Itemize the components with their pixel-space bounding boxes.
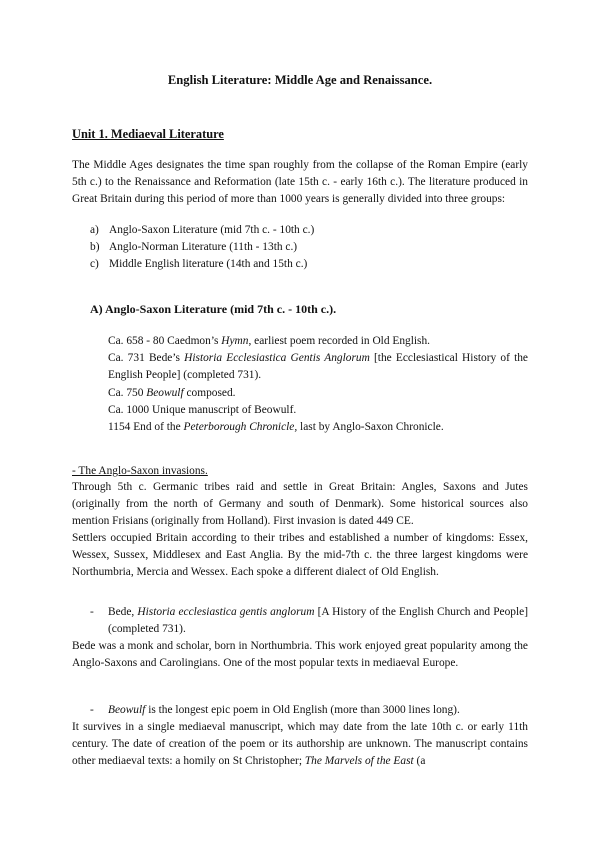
invasions-paragraph-1: Through 5th c. Germanic tribes raid and settle in Great Britain: Angles, Saxons and Jutes (originally from the north of Germany and south of Denmark). Some historical sources also mention Frisians (originally from Holland). First invasion is dated 449 CE.: [72, 481, 528, 528]
timeline-entry: Ca. 658 - 80 Caedmon’s Hymn, earliest poem recorded in Old English.: [108, 335, 431, 347]
invasions-heading: - The Anglo-Saxon invasions.: [72, 465, 208, 477]
list-item: [90, 222, 314, 239]
intro-paragraph: The Middle Ages designates the time span roughly from the collapse of the Roman Empire (early 5th c.) to the Renaissance and Reformation (late 15th c. - early 16th c.). The literature produced in Great Britain during this period of more than 1000 years is generally divided into three groups:: [72, 159, 528, 206]
list-item-text: Anglo-Saxon Literature (mid 7th c. - 10th c.): [109, 224, 315, 236]
list-marker: b): [90, 241, 100, 254]
unit-heading: Unit 1. Mediaeval Literature: [72, 127, 224, 141]
list-item: [90, 239, 314, 256]
timeline-entry: Ca. 1000 Unique manuscript of Beowulf.: [108, 403, 297, 416]
timeline-entry: Ca. 731 Bede’s Historia Ecclesiastica Gentis Anglorum [the Ecclesiastical History of the English People] (completed 731).: [108, 352, 528, 382]
timeline: [108, 333, 528, 436]
groups-list: [90, 222, 314, 274]
dash-marker: -: [90, 704, 94, 716]
list-marker: c): [90, 258, 99, 271]
document-title: English Literature: Middle Age and Renaissance.: [167, 73, 433, 87]
beowulf-list-item: [90, 702, 528, 719]
list-item: [90, 256, 314, 273]
dash-marker: -: [90, 606, 94, 618]
section-a-heading: A) Anglo-Saxon Literature (mid 7th c. - 10th c.).: [90, 302, 337, 316]
beowulf-paragraph: It survives in a single mediaeval manuscript, which may date from the late 10th c. or early 11th century. The date of creation of the poem or its authorship are unknown. The manuscript contains other mediaeval texts: a homily on St Christopher; The Marvels of the East (a: [72, 721, 528, 768]
bede-paragraph: Bede was a monk and scholar, born in Northumbria. This work enjoyed great popularity among the Anglo-Saxons and Carolingians. One of the most popular texts in mediaeval Europe.: [72, 640, 528, 670]
bede-list-item: [90, 604, 528, 638]
timeline-entry: 1154 End of the Peterborough Chronicle, last by Anglo-Saxon Chronicle.: [108, 421, 444, 434]
list-item-text: Anglo-Norman Literature (11th - 13th c.): [109, 241, 298, 254]
timeline-entry: Ca. 750 Beowulf composed.: [108, 386, 236, 399]
beowulf-item-text: Beowulf is the longest epic poem in Old English (more than 3000 lines long).: [108, 704, 460, 716]
invasions-paragraph-2: Settlers occupied Britain according to their tribes and established a number of kingdoms: Essex, Wessex, Sussex, Middlesex and East Anglia. By the mid-7th c. the three largest kingdoms were Northumbria, Mercia and Wessex. Each spoke a different dialect of Old English.: [72, 532, 528, 579]
list-marker: a): [90, 224, 99, 236]
bede-item-text: Bede, Historia ecclesiastica gentis anglorum [A History of the English Church and People] (completed 731).: [108, 606, 528, 636]
list-item-text: Middle English literature (14th and 15th c.): [109, 258, 308, 271]
